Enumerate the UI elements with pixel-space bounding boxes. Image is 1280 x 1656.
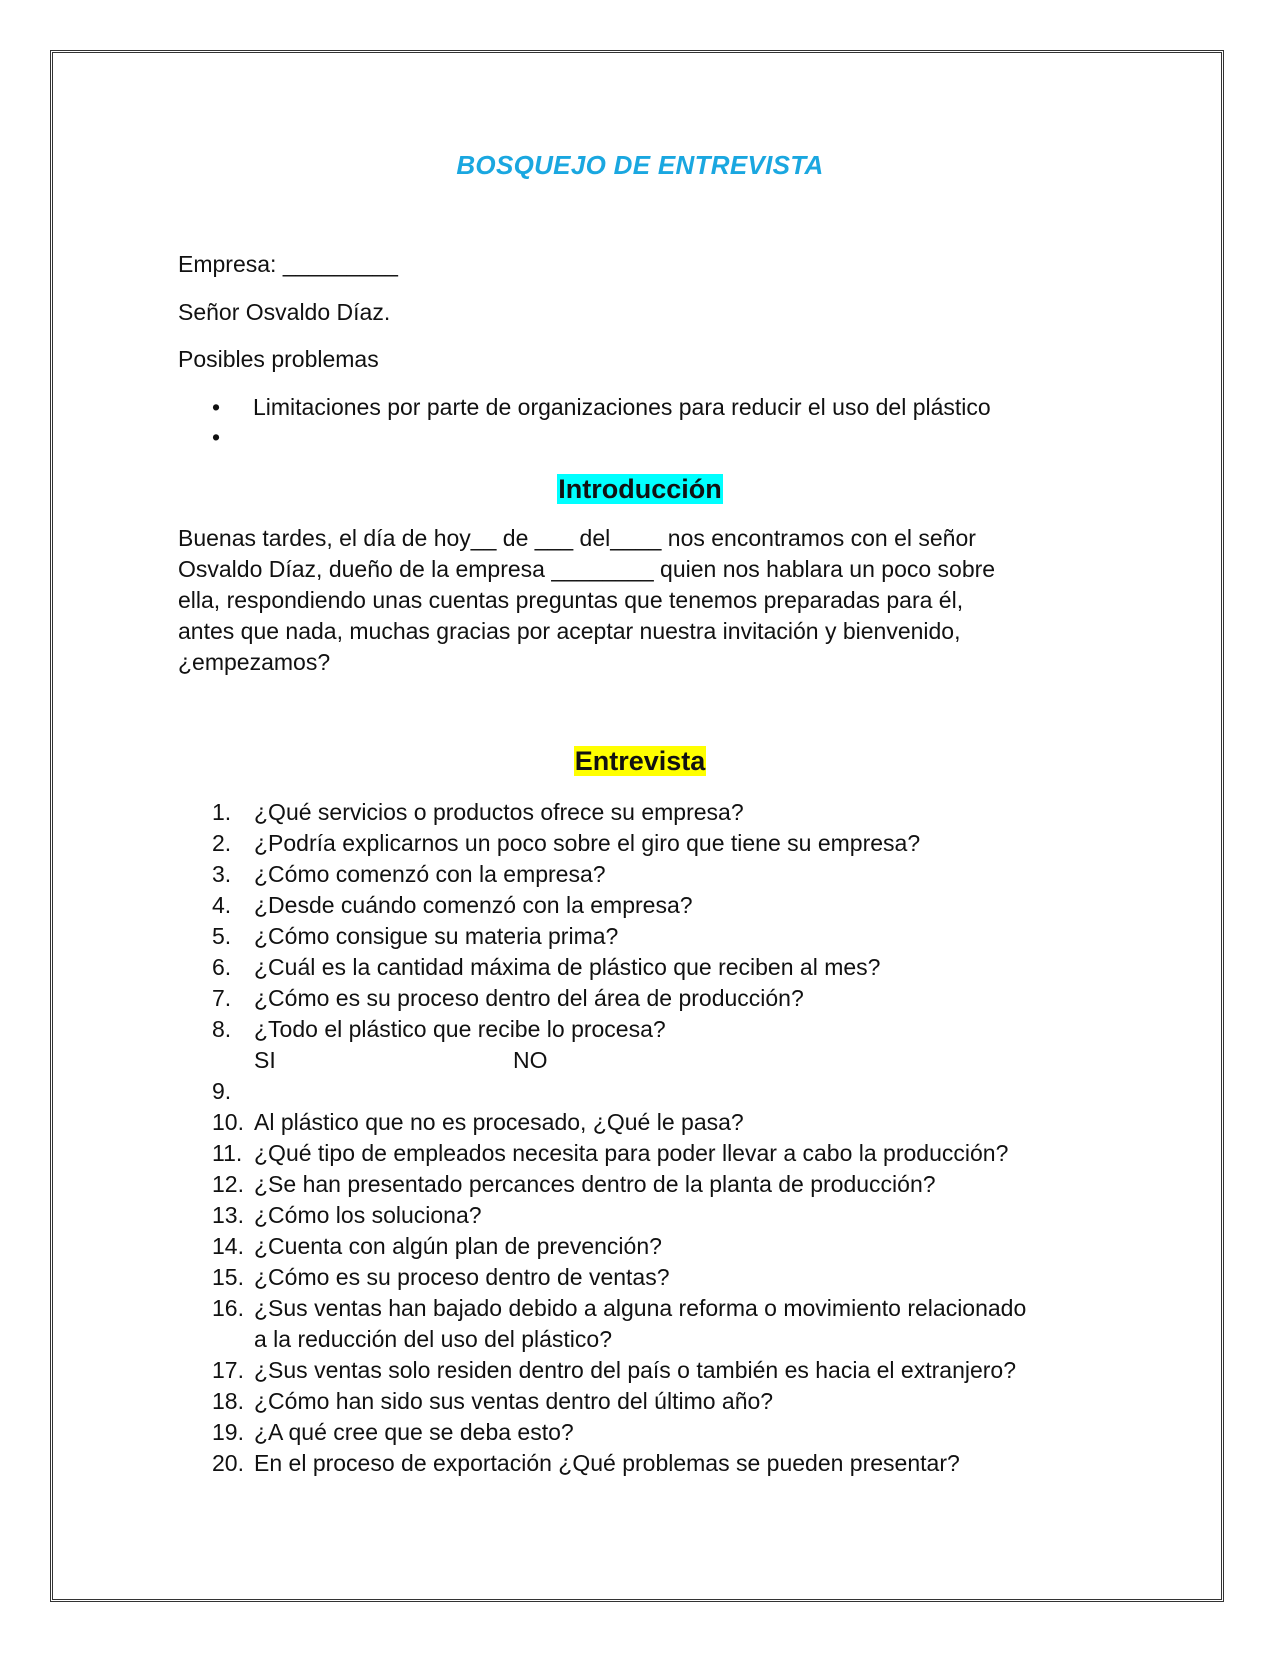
question-number: 5. <box>212 923 232 949</box>
senor-line: Señor Osvaldo Díaz. <box>178 299 391 325</box>
questions-list <box>212 797 1124 1479</box>
yes-no-options <box>254 1045 554 1076</box>
question-text: ¿Cómo los soluciona? <box>254 1202 482 1228</box>
question-number: 1. <box>212 799 232 825</box>
question-number: 19. <box>212 1419 244 1445</box>
question-number: 4. <box>212 892 232 918</box>
paragraph-line: ella, respondiendo unas cuentas preguntas que tenemos preparadas para él, <box>178 587 964 613</box>
question-text: ¿Sus ventas solo residen dentro del país o también es hacia el extranjero? <box>254 1357 1016 1383</box>
list-item <box>212 422 991 452</box>
question-number: 6. <box>212 954 232 980</box>
introduccion-paragraph <box>178 523 1078 678</box>
question-text-continued: a la reducción del uso del plástico? <box>254 1326 613 1352</box>
option-si: SI <box>254 1047 276 1073</box>
question-text: ¿Cómo es su proceso dentro de ventas? <box>254 1264 670 1290</box>
question-text: ¿Se han presentado percances dentro de la planta de producción? <box>254 1171 936 1197</box>
question-number: 17. <box>212 1357 244 1383</box>
question-number: 7. <box>212 985 232 1011</box>
question-item <box>212 921 1124 952</box>
bullet-text: Limitaciones por parte de organizaciones para reducir el uso del plástico <box>253 394 991 420</box>
question-number: 15. <box>212 1264 244 1290</box>
bullet-marker: • <box>212 424 221 450</box>
question-item <box>212 1076 1124 1107</box>
question-item <box>212 1231 1124 1262</box>
question-number: 10. <box>212 1109 244 1135</box>
question-item <box>212 952 1124 983</box>
question-text: ¿Cómo es su proceso dentro del área de producción? <box>254 985 804 1011</box>
question-number: 20. <box>212 1450 244 1476</box>
problemas-label: Posibles problemas <box>178 346 379 372</box>
question-item <box>212 1293 1124 1355</box>
question-text: ¿Qué servicios o productos ofrece su empresa? <box>254 799 744 825</box>
entrevista-heading-text: Entrevista <box>574 746 706 776</box>
question-item <box>212 1355 1124 1386</box>
question-item <box>212 1448 1124 1479</box>
question-text: ¿Cuenta con algún plan de prevención? <box>254 1233 662 1259</box>
list-item <box>212 392 991 422</box>
introduccion-heading <box>0 471 1280 507</box>
question-item <box>212 1417 1124 1448</box>
question-number: 11. <box>212 1140 243 1166</box>
question-item <box>212 1386 1124 1417</box>
question-item <box>212 1169 1124 1200</box>
question-number: 8. <box>212 1016 232 1042</box>
paragraph-line: Osvaldo Díaz, dueño de la empresa ________ quien nos hablara un poco sobre <box>178 556 996 582</box>
question-text: ¿Sus ventas han bajado debido a alguna reforma o movimiento relacionado <box>254 1295 1027 1321</box>
question-item <box>212 797 1124 828</box>
question-number: 9. <box>212 1078 232 1104</box>
question-text: ¿Todo el plástico que recibe lo procesa? <box>254 1016 666 1042</box>
question-text: Al plástico que no es procesado, ¿Qué le pasa? <box>254 1109 744 1135</box>
question-number: 16. <box>212 1295 244 1321</box>
question-item <box>212 828 1124 859</box>
introduccion-heading-text: Introducción <box>558 474 722 504</box>
question-text: ¿Qué tipo de empleados necesita para poder llevar a cabo la producción? <box>254 1140 1009 1166</box>
question-text: ¿Cuál es la cantidad máxima de plástico que reciben al mes? <box>254 954 881 980</box>
paragraph-line: ¿empezamos? <box>178 649 331 675</box>
question-number: 13. <box>212 1202 244 1228</box>
question-text: ¿Cómo consigue su materia prima? <box>254 923 619 949</box>
question-text: ¿Desde cuándo comenzó con la empresa? <box>254 892 693 918</box>
question-item <box>212 1200 1124 1231</box>
question-number: 12. <box>212 1171 244 1197</box>
question-item <box>212 1262 1124 1293</box>
question-number: 14. <box>212 1233 244 1259</box>
question-text: En el proceso de exportación ¿Qué problemas se pueden presentar? <box>254 1450 960 1476</box>
question-number: 3. <box>212 861 232 887</box>
question-text: ¿Cómo han sido sus ventas dentro del último año? <box>254 1388 774 1414</box>
question-text: ¿Podría explicarnos un poco sobre el giro que tiene su empresa? <box>254 830 921 856</box>
question-item <box>212 1014 1124 1076</box>
empresa-line: Empresa: _________ <box>178 251 398 277</box>
entrevista-heading <box>0 743 1280 779</box>
question-number: 2. <box>212 830 232 856</box>
question-item <box>212 983 1124 1014</box>
question-item <box>212 859 1124 890</box>
option-no: NO <box>513 1047 548 1073</box>
question-item <box>212 1138 1124 1169</box>
bullet-marker: • <box>212 394 221 420</box>
question-item <box>212 890 1124 921</box>
document-title: BOSQUEJO DE ENTREVISTA <box>456 150 824 180</box>
question-text: ¿Cómo comenzó con la empresa? <box>254 861 606 887</box>
paragraph-line: antes que nada, muchas gracias por aceptar nuestra invitación y bienvenido, <box>178 618 961 644</box>
paragraph-line: Buenas tardes, el día de hoy__ de ___ del____ nos encontramos con el señor <box>178 525 976 551</box>
question-text: ¿A qué cree que se deba esto? <box>254 1419 574 1445</box>
question-item <box>212 1107 1124 1138</box>
question-number: 18. <box>212 1388 244 1414</box>
problems-list <box>212 392 991 452</box>
